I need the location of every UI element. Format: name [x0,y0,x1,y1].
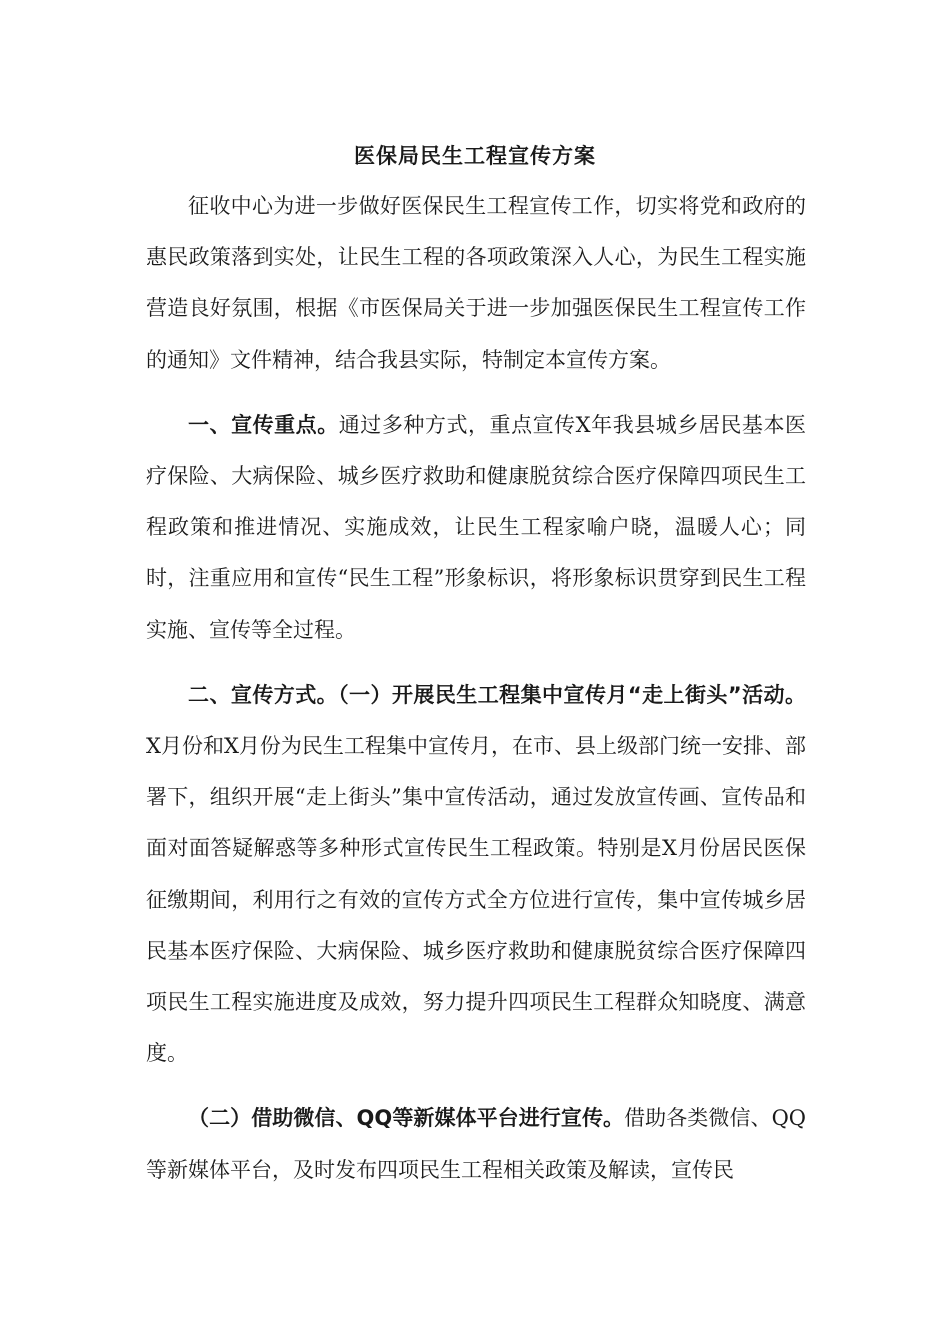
section-2-heading: 二、宣传方式。（一）开展民生工程集中宣传月“走上街头”活动。 [188,682,806,707]
section-3-paragraph [146,1093,806,1195]
section-1-paragraph [146,400,806,656]
document-body [146,181,806,1196]
section-2-paragraph [146,670,806,1080]
section-1-text: 通过多种方式，重点宣传X年我县城乡居民基本医疗保险、大病保险、城乡医疗救助和健康脱贫综合医疗保障四项民生工程政策和推进情况、实施成效，让民生工程家喻户晓，温暖人心；同时，注重应用和宣传“民生工程”形象标识，将形象标识贯穿到民生工程实施、宣传等全过程。 [146,412,806,642]
section-2-text: X月份和X月份为民生工程集中宣传月，在市、县上级部门统一安排、部署下，组织开展“走上街头”集中宣传活动，通过发放宣传画、宣传品和面对面答疑解惑等多种形式宣传民生工程政策。特别是X月份居民医保征缴期间，利用行之有效的宣传方式全方位进行宣传，集中宣传城乡居民基本医疗保险、大病保险、城乡医疗救助和健康脱贫综合医疗保障四项民生工程实施进度及成效，努力提升四项民生工程群众知晓度、满意度。 [146,734,806,1066]
intro-paragraph: 征收中心为进一步做好医保民生工程宣传工作，切实将党和政府的惠民政策落到实处，让民生工程的各项政策深入人心，为民生工程实施营造良好氛围，根据《市医保局关于进一步加强医保民生工程宣传工作的通知》文件精神，结合我县实际，特制定本宣传方案。 [146,194,806,372]
document-title: 医保局民生工程宣传方案 [354,144,596,168]
section-1-heading: 一、宣传重点。 [188,412,339,437]
section-3-heading: （二）借助微信、QQ等新媒体平台进行宣传。 [188,1106,625,1131]
section-3-text: 借助各类微信、QQ等新媒体平台，及时发布四项民生工程相关政策及解读，宣传民 [146,1106,807,1182]
